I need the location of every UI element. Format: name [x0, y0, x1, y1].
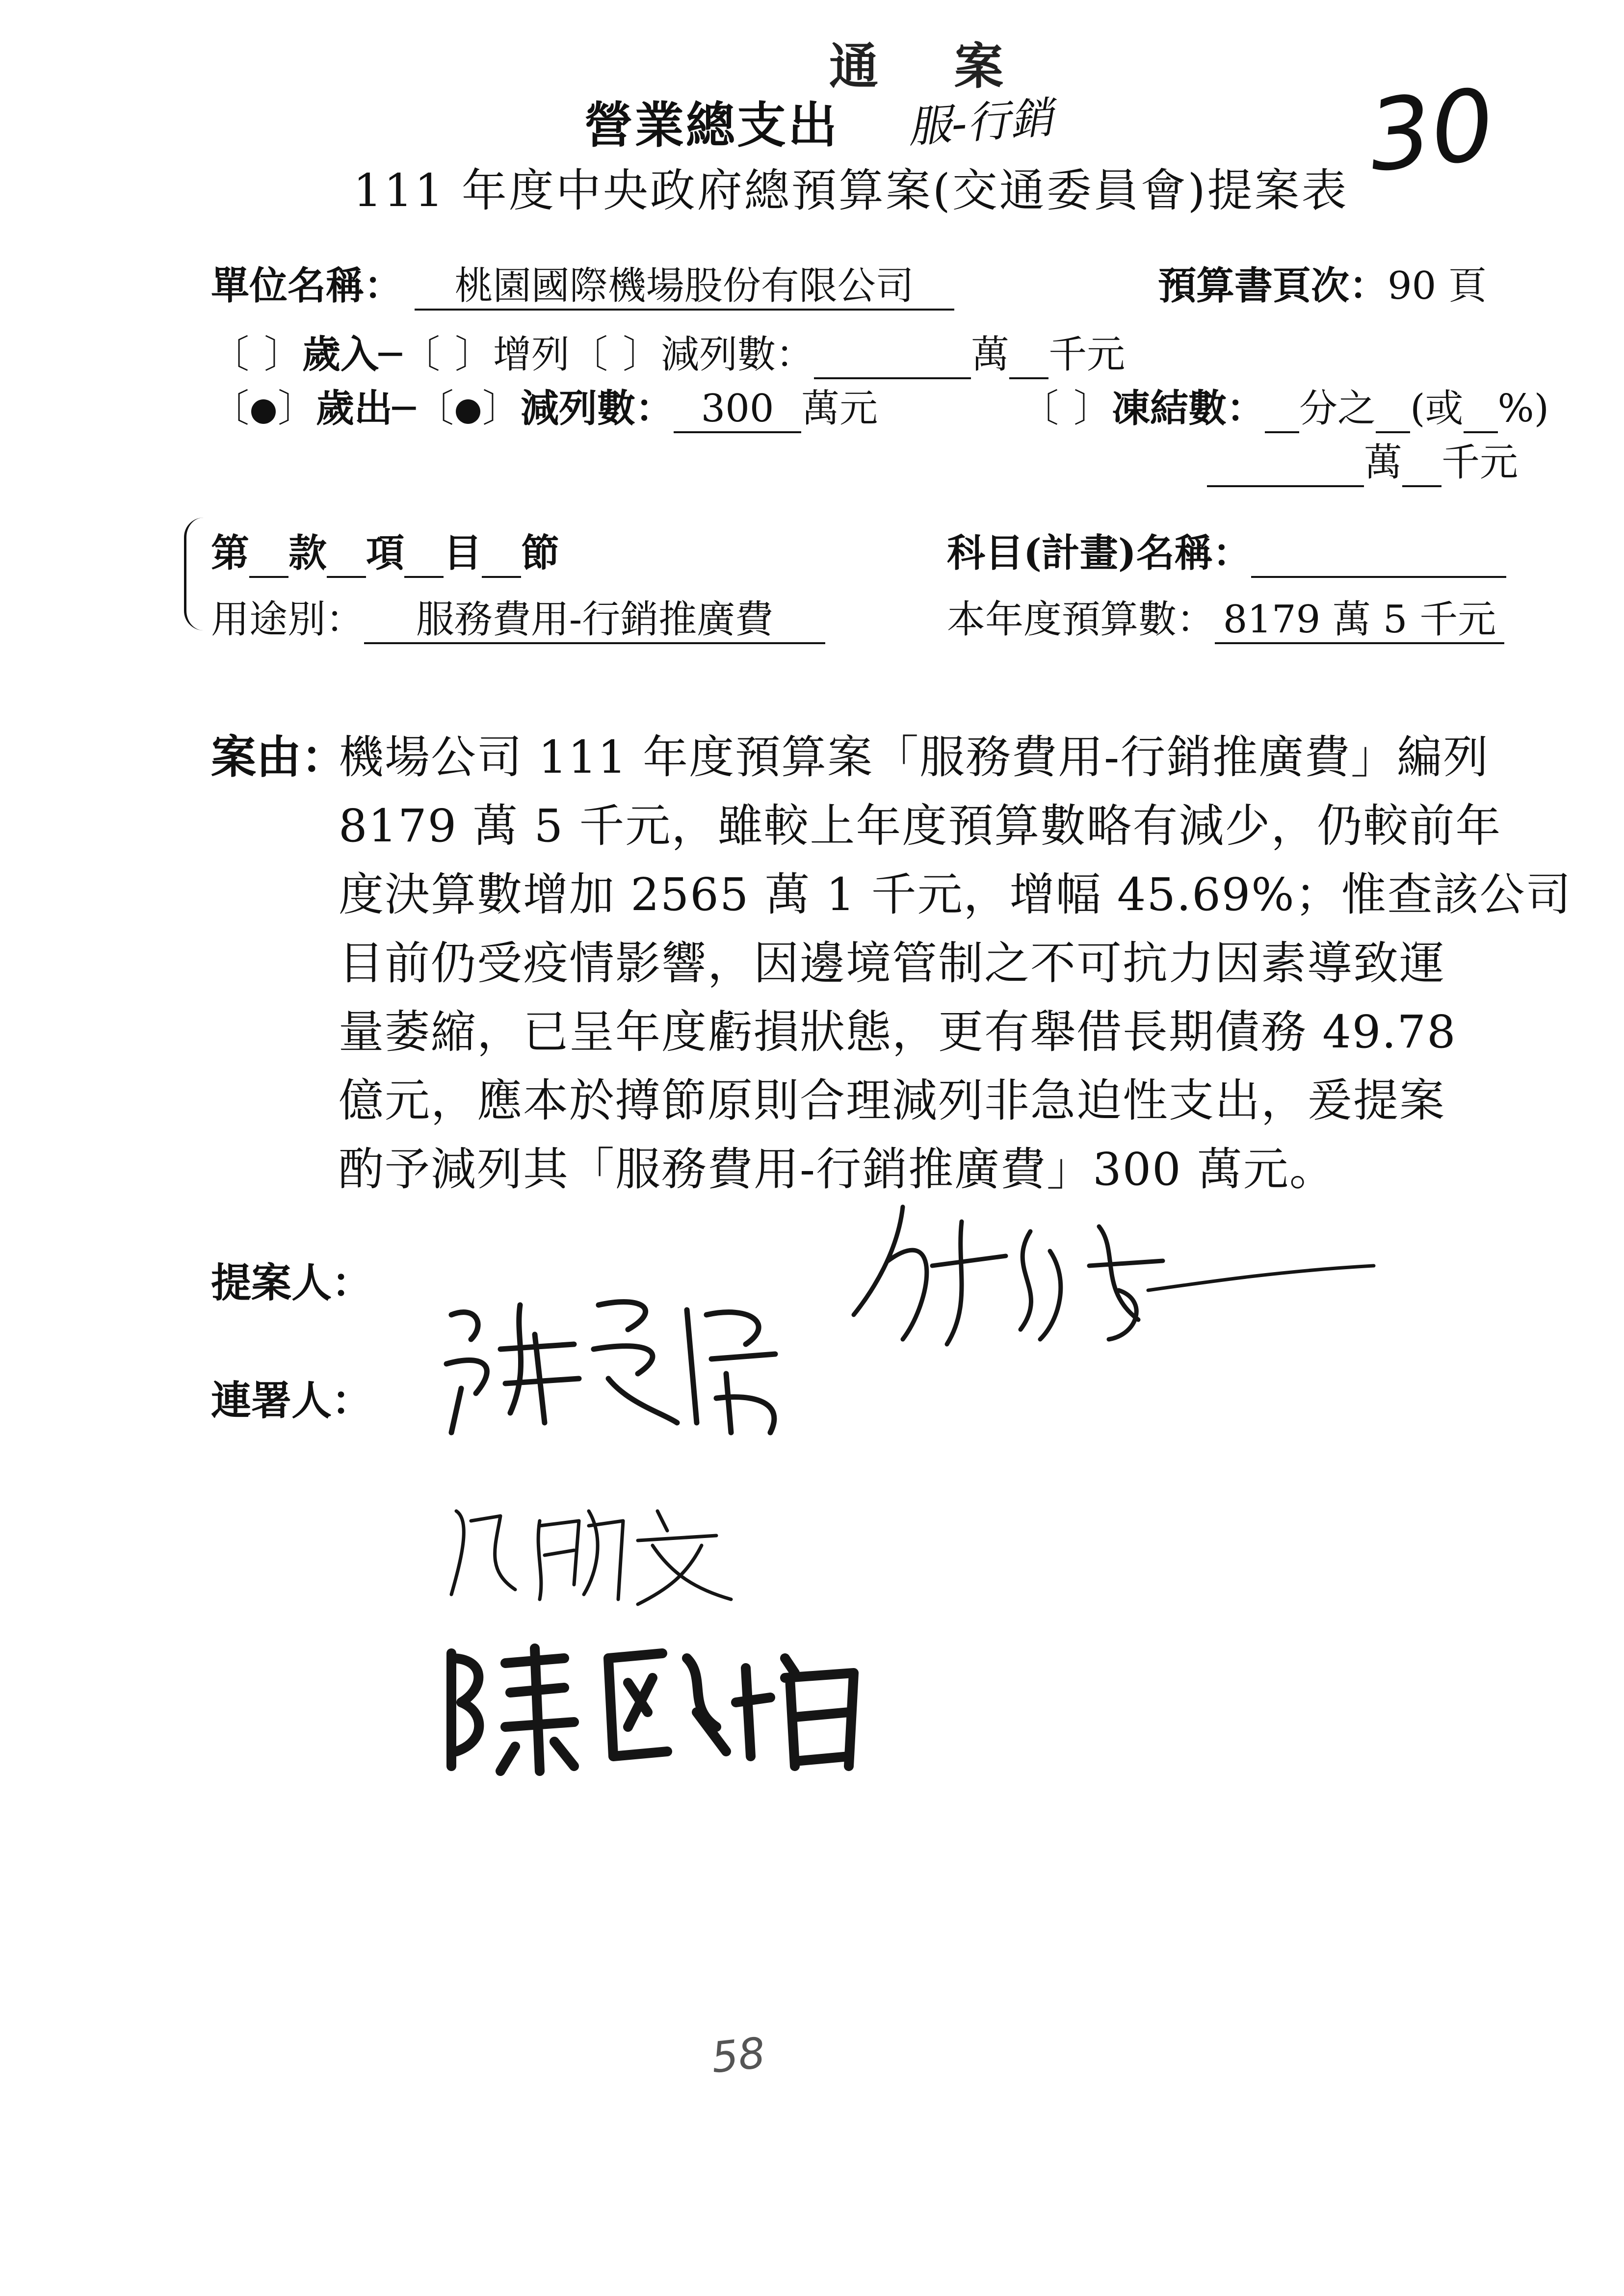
proposer-label: 提案人： [211, 1259, 372, 1306]
freeze-numerator-blank [1265, 387, 1299, 433]
expense-decrease-checkbox: 〔 〕 [416, 387, 521, 431]
reason-line-2: 8179 萬 5 千元，雖較上年度預算數略有減少，仍較前年 [339, 800, 1502, 852]
signature-proposer [844, 1192, 1384, 1354]
expense-checkbox: 〔 〕 [211, 387, 316, 431]
classification-bracket [184, 518, 206, 630]
subject-label: 科目(計畫)名稱： [947, 531, 1251, 575]
increase-checkbox: 〔 〕 [402, 333, 494, 377]
revenue-qian-yuan: 千元 [1048, 333, 1126, 377]
kuan-label: 款 [288, 531, 327, 575]
di-label: 第 [211, 531, 250, 575]
expense-decrease-label: 減列數： [521, 386, 674, 431]
freeze-amount-row [1207, 432, 1518, 487]
reason-line-7: 酌予減列其「服務費用-行銷推廣費」300 萬元。 [339, 1143, 1336, 1196]
jie-label: 節 [521, 531, 560, 575]
usage-label: 用途別： [211, 598, 365, 642]
cosigner-label: 連署人： [211, 1377, 372, 1424]
freeze-huo: (或 [1410, 387, 1464, 431]
freeze-percent: %) [1497, 387, 1549, 431]
budget-amount-row [947, 589, 1504, 644]
revenue-checkbox: 〔 〕 [211, 333, 303, 377]
usage-row [211, 589, 825, 644]
decrease-checkbox: 〔 〕 [570, 333, 661, 377]
budget-page-ref [1158, 255, 1487, 310]
freeze-wan: 萬 [1364, 441, 1403, 485]
reason-line-1: 機場公司 111 年度預算案「服務費用-行銷推廣費」編列 [339, 731, 1490, 783]
signature-cosigner-1 [432, 1276, 805, 1442]
mu-label: 目 [444, 531, 482, 575]
freeze-percent-blank [1464, 387, 1498, 433]
page-number-handwritten: 30 [1363, 67, 1499, 194]
freeze-qian-yuan: 千元 [1441, 441, 1519, 485]
revenue-qian-blank [1009, 333, 1048, 379]
category-title: 營業總支出 [584, 96, 839, 154]
freeze-wan-blank [1207, 441, 1364, 487]
revenue-row [211, 324, 1125, 379]
classification-row [211, 522, 559, 578]
budget-page-value: 90 頁 [1388, 264, 1487, 308]
expense-row [211, 378, 878, 433]
revenue-decrease-blank [814, 333, 971, 379]
expense-wan-yuan: 萬元 [801, 387, 878, 431]
subject-blank [1251, 532, 1506, 578]
handwritten-note: 服-行銷 [906, 92, 1055, 153]
freeze-row [1021, 378, 1549, 433]
filled-circle-icon [456, 399, 480, 424]
freeze-qian-blank [1402, 441, 1441, 487]
reason-line-5: 量萎縮，已呈年度虧損狀態，更有舉借長期債務 49.78 [339, 1006, 1457, 1058]
signature-cosigner-2 [442, 1491, 746, 1609]
revenue-label: 歲入 [302, 332, 379, 377]
budget-page-label: 預算書頁次： [1158, 263, 1388, 308]
usage-value: 服務費用-行銷推廣費 [364, 598, 825, 644]
reason-line-6: 億元，應本於撙節原則合理減列非急迫性支出，爰提案 [339, 1074, 1446, 1127]
reason-line-4: 目前仍受疫情影響，因邊境管制之不可抗力因素導致運 [339, 937, 1446, 990]
reason-label: 案由： [211, 731, 347, 783]
kuan-blank [249, 532, 288, 578]
jie-blank [482, 532, 521, 578]
approved-stamp: 通 案 [829, 37, 1033, 95]
revenue-decrease-label: 減列數： [661, 333, 814, 377]
xiang-blank [327, 532, 366, 578]
freeze-label: 凍結數： [1112, 386, 1265, 431]
unit-label: 單位名稱： [211, 263, 403, 308]
expense-label: 歲出 [316, 386, 393, 431]
xiang-label: 項 [366, 531, 405, 575]
budget-amount-value: 8179 萬 5 千元 [1215, 598, 1504, 644]
budget-amount-label: 本年度預算數： [947, 598, 1215, 642]
revenue-dash: ─ [379, 333, 402, 377]
footer-page-number: 58 [709, 2028, 768, 2083]
reason-line-3: 度決算數增加 2565 萬 1 千元，增幅 45.69%；惟查該公司 [339, 868, 1572, 921]
increase-label: 增列 [493, 333, 570, 377]
document-title: 111 年度中央政府總預算案(交通委員會)提案表 [353, 164, 1349, 217]
mu-blank [404, 532, 444, 578]
subject-row [947, 522, 1506, 578]
signature-cosigner-3 [432, 1629, 873, 1776]
unit-value: 桃園國際機場股份有限公司 [415, 264, 954, 311]
revenue-wan: 萬 [971, 333, 1010, 377]
expense-dash: ─ [393, 387, 416, 431]
freeze-denominator-blank [1376, 387, 1410, 433]
filled-circle-icon [251, 399, 276, 424]
freeze-checkbox: 〔 〕 [1021, 387, 1112, 431]
expense-decrease-value: 300 [674, 387, 801, 433]
freeze-fen-zhi: 分之 [1299, 387, 1376, 431]
